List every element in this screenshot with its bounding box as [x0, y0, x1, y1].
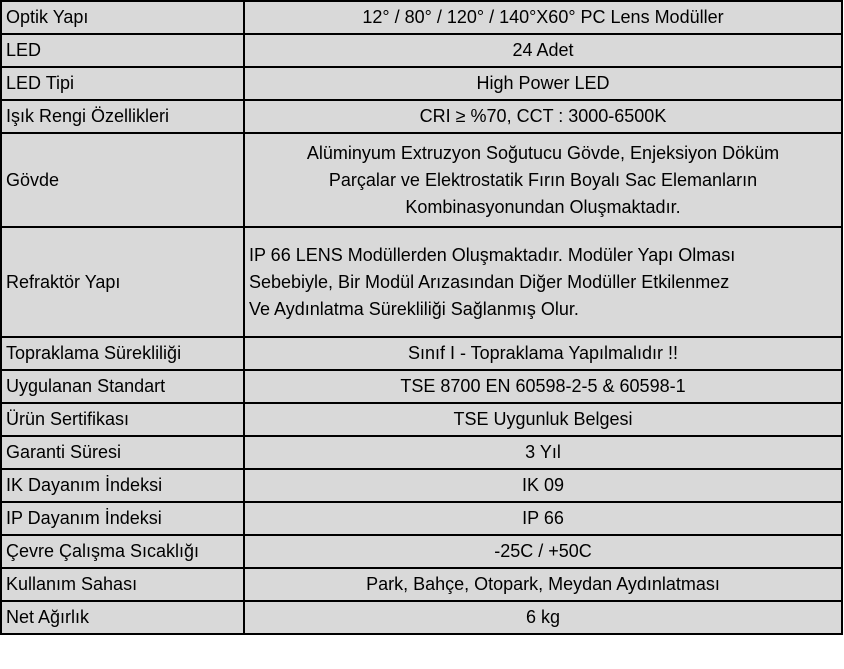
spec-label: LED Tipi [1, 67, 244, 100]
spec-label: Çevre Çalışma Sıcaklığı [1, 535, 244, 568]
spec-label: Işık Rengi Özellikleri [1, 100, 244, 133]
spec-row-govde [1, 133, 842, 227]
spec-row-sertifika [1, 403, 842, 436]
spec-row-led [1, 34, 842, 67]
spec-value: TSE Uygunluk Belgesi [244, 403, 842, 436]
spec-label: LED [1, 34, 244, 67]
spec-value: IP 66 [244, 502, 842, 535]
spec-value: -25C / +50C [244, 535, 842, 568]
spec-label: Net Ağırlık [1, 601, 244, 634]
spec-row-ip [1, 502, 842, 535]
spec-row-kullanim [1, 568, 842, 601]
spec-value: High Power LED [244, 67, 842, 100]
spec-label: Ürün Sertifikası [1, 403, 244, 436]
spec-row-optik-yapi [1, 1, 842, 34]
spec-label: Gövde [1, 133, 244, 227]
spec-label: Optik Yapı [1, 1, 244, 34]
spec-value: CRI ≥ %70, CCT : 3000-6500K [244, 100, 842, 133]
spec-row-standart [1, 370, 842, 403]
spec-label: Garanti Süresi [1, 436, 244, 469]
spec-row-garanti [1, 436, 842, 469]
spec-label: IP Dayanım İndeksi [1, 502, 244, 535]
spec-value: Alüminyum Extruzyon Soğutucu Gövde, Enjeksiyon Döküm Parçalar ve Elektrostatik Fırın Boyalı Sac Elemanların Kombinasyonundan Oluşmaktadır. [244, 133, 842, 227]
spec-value: 24 Adet [244, 34, 842, 67]
spec-value: IP 66 LENS Modüllerden Oluşmaktadır. Modüler Yapı Olması Sebebiyle, Bir Modül Arızasından Diğer Modüller Etkilenmez Ve Aydınlatma Sürekliliği Sağlanmış Olur. [244, 227, 842, 337]
spec-value: 3 Yıl [244, 436, 842, 469]
spec-row-led-tipi [1, 67, 842, 100]
spec-label: Topraklama Sürekliliği [1, 337, 244, 370]
spec-row-topraklama [1, 337, 842, 370]
spec-label: Uygulanan Standart [1, 370, 244, 403]
spec-value: IK 09 [244, 469, 842, 502]
spec-row-isik-rengi [1, 100, 842, 133]
spec-row-refraktor-yapi [1, 227, 842, 337]
spec-value: 6 kg [244, 601, 842, 634]
spec-row-sicaklik [1, 535, 842, 568]
spec-row-ik [1, 469, 842, 502]
spec-row-agirlik [1, 601, 842, 634]
spec-label: IK Dayanım İndeksi [1, 469, 244, 502]
spec-label: Kullanım Sahası [1, 568, 244, 601]
spec-label: Refraktör Yapı [1, 227, 244, 337]
spec-value: TSE 8700 EN 60598-2-5 & 60598-1 [244, 370, 842, 403]
spec-value: Sınıf I - Topraklama Yapılmalıdır !! [244, 337, 842, 370]
spec-value: 12° / 80° / 120° / 140°X60° PC Lens Modüller [244, 1, 842, 34]
spec-value: Park, Bahçe, Otopark, Meydan Aydınlatması [244, 568, 842, 601]
